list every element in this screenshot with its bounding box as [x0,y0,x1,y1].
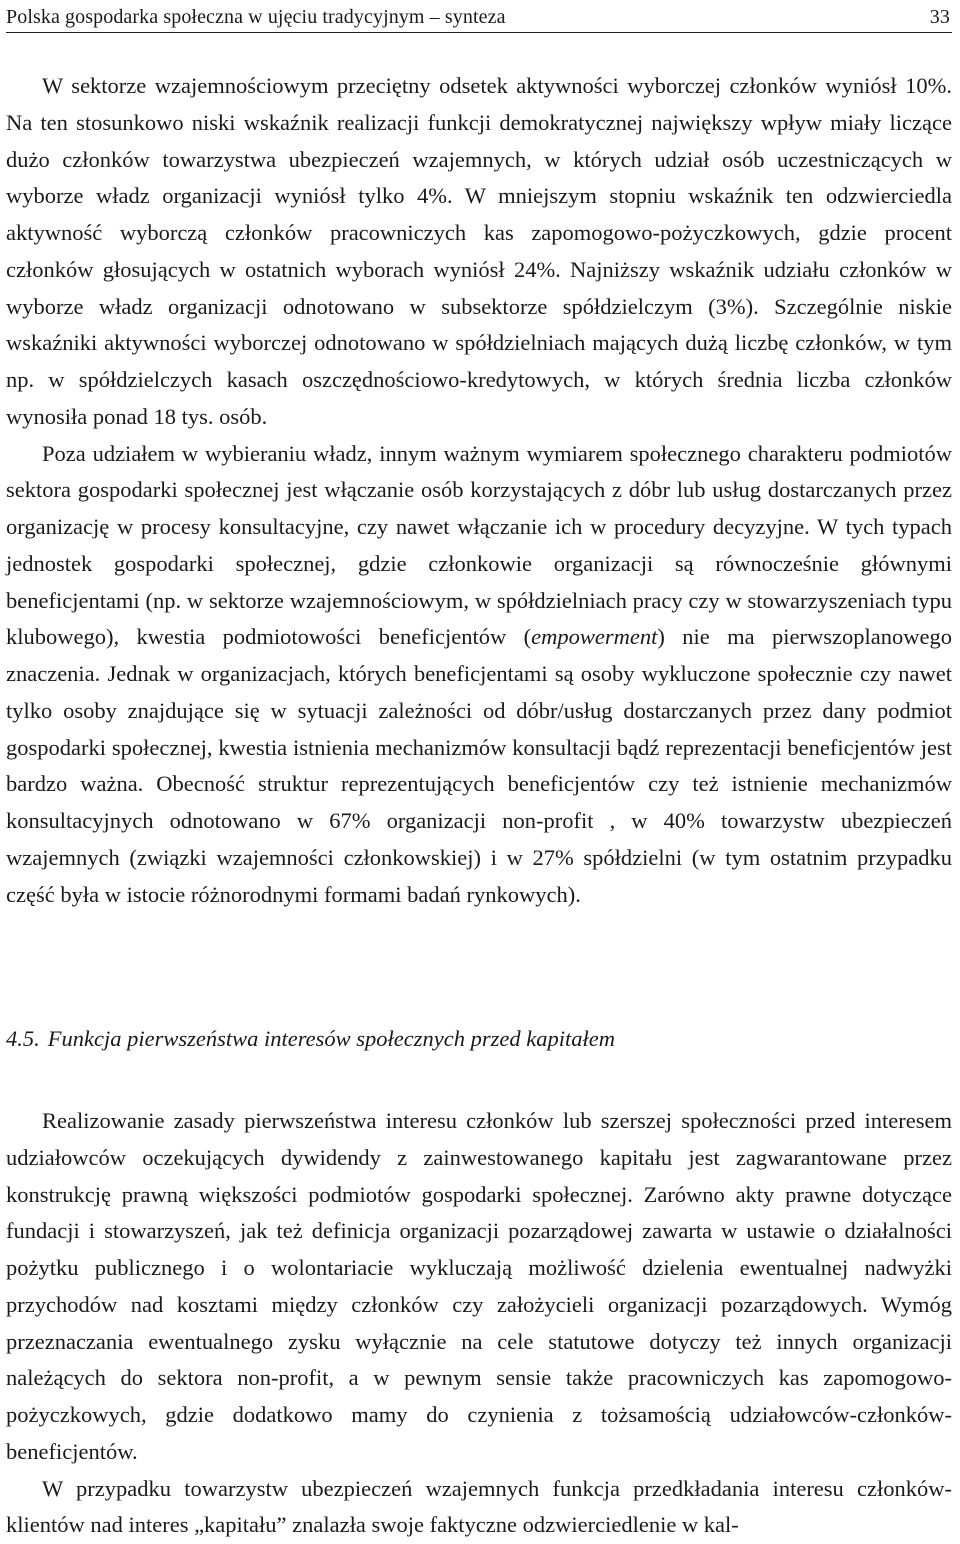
page-number: 33 [930,6,952,29]
section-number: 4.5. [6,1026,40,1051]
paragraph-text: Poza udziałem w wybieraniu władz, innym ważnym wymiarem społecznego charakteru podmiotów sektora gospodarki społecznej jest włączanie osób korzystających z dóbr lub usług dostarczanych przez organizację w procesy konsultacyjne, czy nawet włączanie ich w procedury decyzyjne. W tych typach jednostek gospodarki społecznej, gdzie członkowie organizacji są równocześnie głównymi beneficjentami (np. w sektorze wzajemnościowym, w spółdzielniach pracy czy w stowarzyszeniach typu klubowego), kwestia podmiotowości beneficjentów ( [6,441,952,650]
paragraph-mutual-insurance: W przypadku towarzystw ubezpieczeń wzajemnych funkcja przedkładania interesu członków-klientów nad interes „kapitału” znalazła swoje faktyczne odzwierciedlenie w kal- [6,1471,952,1544]
emphasis-term: empowerment [531,624,657,649]
paragraph-text: ) nie ma pierwszoplanowego znaczenia. Jednak w organizacjach, których beneficjentami są osoby wykluczone społecznie czy nawet tylko osoby znajdujące się w sytuacji zależności od dóbr/usług dostarczanych przez dany podmiot gospodarki społecznej, kwestia istnienia mechanizmów konsultacji bądź reprezentacji beneficjentów jest bardzo ważna. Obecność struktur reprezentujących beneficjentów czy też istnienie mechanizmów konsultacyjnych odnotowano w 67% organizacji non-profit , w 40% towarzystw ubezpieczeń wzajemnych (związki wzajemności członkowskiej) i w 27% spółdzielni (w tym ostatnim przypadku część była w istocie różnorodnymi formami badań rynkowych). [6,624,952,906]
paragraph-social-interest-priority: Realizowanie zasady pierwszeństwa interesu członków lub szerszej społeczności przed interesem udziałowców oczekujących dywidendy z zainwestowanego kapitału jest zagwarantowane przez konstrukcję prawną większości podmiotów gospodarki społecznej. Zarówno akty prawne dotyczące fundacji i stowarzyszeń, jak też definicja organizacji pozarządowej zawarta w ustawie o działalności pożytku publicznego i o wolontariacie wykluczają możliwość dzielenia ewentualnej nadwyżki przychodów nad kosztami między członków czy założycieli organizacji pozarządowych. Wymóg przeznaczania ewentualnego zysku wyłącznie na cele statutowe dotyczy też innych organizacji należących do sektora non-profit, a w pewnym sensie także pracowniczych kas zapomogowo-pożyczkowych, gdzie dodatkowo mamy do czynienia z tożsamością udziałowców-członków-beneficjentów. [6,1103,952,1471]
body-text-top [6,68,952,913]
section-heading [6,1026,615,1052]
section-title: Funkcja pierwszeństwa interesów społecznych przed kapitałem [48,1026,615,1051]
body-text-bottom [6,1103,952,1544]
running-header [6,2,952,33]
running-header-title: Polska gospodarka społeczna w ujęciu tradycyjnym – synteza [6,6,506,29]
paragraph-electoral-activity: W sektorze wzajemnościowym przeciętny odsetek aktywności wyborczej członków wyniósł 10%. Na ten stosunkowo niski wskaźnik realizacji funkcji demokratycznej największy wpływ miały liczące dużo członków towarzystwa ubezpieczeń wzajemnych, w których udział osób uczestniczących w wyborze władz organizacji wyniósł tylko 4%. W mniejszym stopniu wskaźnik ten odzwierciedla aktywność wyborczą członków pracowniczych kas zapomogowo-pożyczkowych, gdzie procent członków głosujących w ostatnich wyborach wyniósł 24%. Najniższy wskaźnik udziału członków w wyborze władz organizacji odnotowano w subsektorze spółdzielczym (3%). Szczególnie niskie wskaźniki aktywności wyborczej odnotowano w spółdzielniach mających dużą liczbę członków, w tym np. w spółdzielczych kasach oszczędnościowo-kredytowych, w których średnia liczba członków wynosiła ponad 18 tys. osób. [6,68,952,436]
paragraph-beneficiary-participation [6,436,952,914]
